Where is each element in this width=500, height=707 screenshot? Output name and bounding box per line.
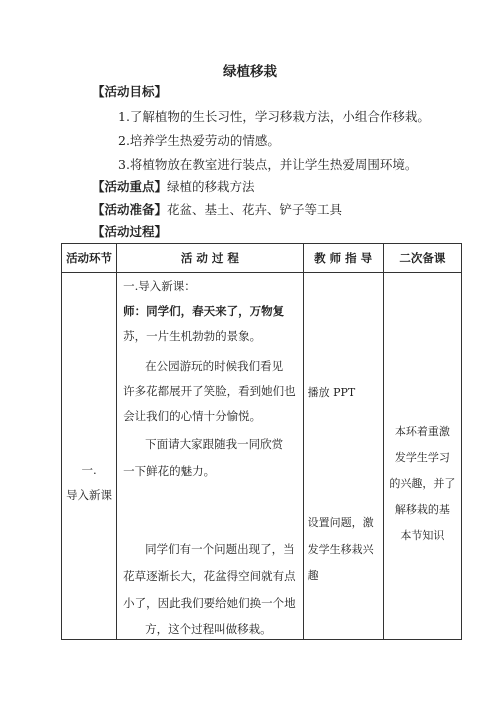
notes-line: 本环着重激 [394, 425, 450, 438]
teacher-line: 发学生移栽兴 [307, 543, 374, 556]
process-line: 苏，一片生机勃勃的景象。 [123, 329, 262, 343]
goal-heading: 【活动目标】 [92, 84, 168, 99]
process-line: 下面请大家跟随我一同欣赏 [145, 437, 284, 451]
second-prep-cell [383, 273, 461, 640]
teacher-guidance-cell [303, 273, 383, 640]
goal-item-2: 2.培养学生热爱劳动的情感。 [118, 133, 280, 148]
preparation-label: 【活动准备】 [92, 202, 168, 217]
step-name: 导入新课 [66, 488, 113, 502]
teacher-line: 播放 PPT [307, 386, 356, 399]
document-title: 绿植移栽 [223, 64, 277, 80]
process-line: 方，这个过程叫做移栽。 [145, 622, 272, 636]
notes-line: 的兴趣，并了 [389, 477, 456, 490]
preparation-text: 花盆、基土、花卉、铲子等工具 [167, 202, 343, 217]
header-teacher-guidance: 教 师 指 导 [303, 244, 383, 273]
notes-line: 本节知识 [400, 529, 445, 542]
key-point-text: 绿植的移栽方法 [167, 179, 255, 194]
header-process: 活 动 过 程 [117, 244, 303, 273]
process-heading: 【活动过程】 [92, 224, 168, 239]
process-line: 一下鲜花的魅力。 [123, 464, 216, 478]
header-second-prep: 二次备课 [383, 244, 461, 273]
header-stage: 活动环节 [62, 244, 117, 273]
process-line: 会让我们的心情十分愉悦。 [123, 409, 262, 423]
activity-table [61, 243, 462, 640]
process-line: 许多花都展开了笑脸，看到她们也 [123, 384, 296, 398]
process-line: 在公园游玩的时候我们看见 [145, 359, 284, 373]
table-header-row [62, 244, 462, 273]
process-line: 一.导入新课： [123, 279, 196, 293]
key-point-label: 【活动重点】 [92, 179, 168, 194]
teacher-line: 趣 [307, 569, 319, 582]
stage-cell [62, 273, 117, 640]
process-line: 师：同学们，春天来了，万物复 [123, 304, 285, 318]
step-number: 一. [81, 463, 97, 477]
notes-line: 解移栽的基 [394, 503, 450, 516]
goal-item-3: 3.将植物放在教室进行装点，并让学生热爱周围环境。 [118, 157, 418, 172]
key-point-line [92, 177, 255, 195]
goal-item-1: 1.了解植物的生长习性，学习移栽方法，小组合作移栽。 [118, 109, 430, 124]
preparation-line [92, 200, 342, 218]
process-line: 花草逐渐长大，花盆得空间就有点 [123, 569, 296, 583]
process-line: 同学们有一个问题出现了，当 [145, 542, 295, 556]
table-row [62, 273, 462, 640]
notes-line: 发学生学习 [394, 451, 450, 464]
teacher-line: 设置问题，激 [307, 516, 374, 529]
process-line: 小了，因此我们要给她们换一个地 [123, 596, 296, 610]
process-cell [117, 273, 303, 640]
